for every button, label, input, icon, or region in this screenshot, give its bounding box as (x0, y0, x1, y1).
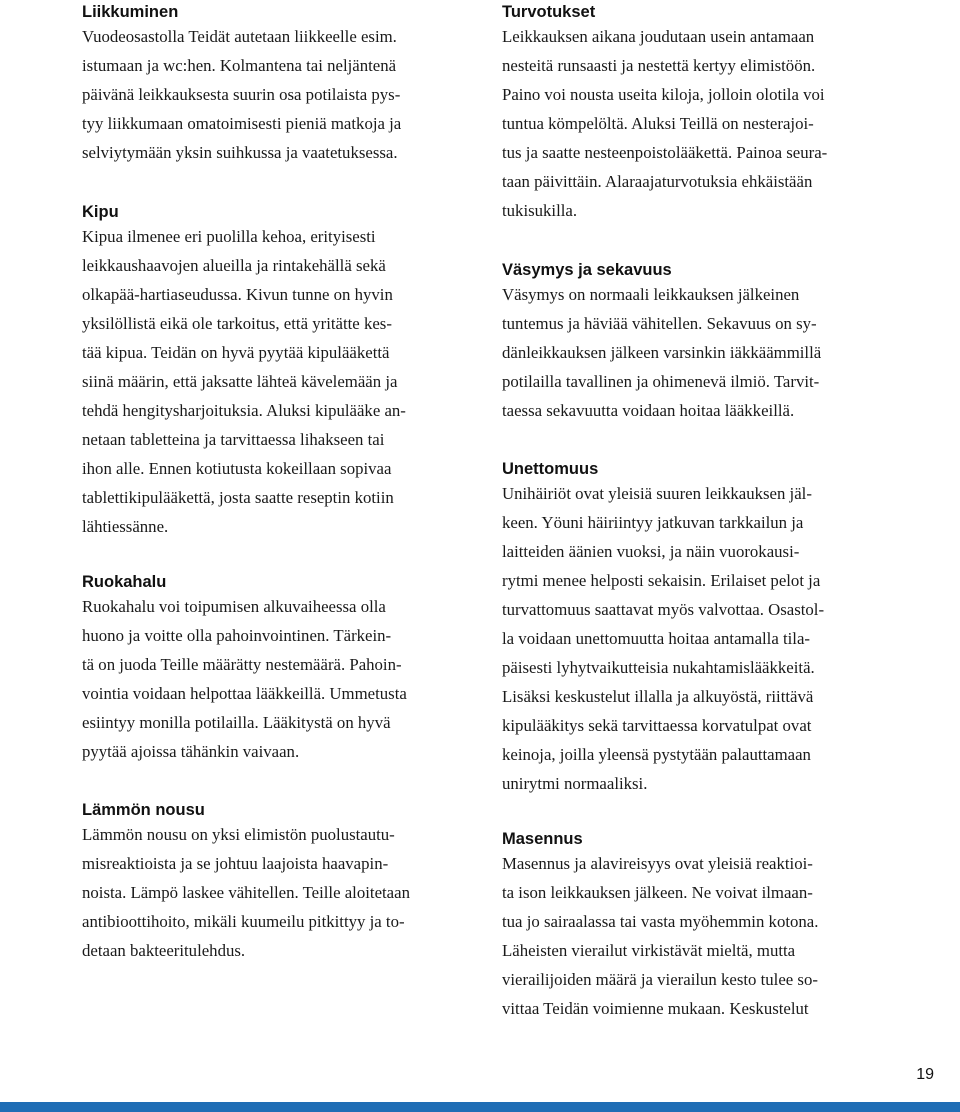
text-line: Lämmön nousu on yksi elimistön puolustautu- (82, 825, 395, 844)
text-line: tua jo sairaalassa tai vasta myöhemmin kotona. (502, 912, 819, 931)
section-heading: Turvotukset (502, 3, 596, 21)
text-line: siinä määrin, että jaksatte lähteä kävelemään ja (82, 372, 398, 391)
text-line: Unihäiriöt ovat yleisiä suuren leikkauksen jäl- (502, 484, 812, 503)
text-line: nesteitä runsaasti ja nestettä kertyy elimistöön. (502, 56, 816, 75)
section-heading: Väsymys ja sekavuus (502, 261, 672, 279)
page-number: 19 (916, 1066, 934, 1083)
text-line: tuntemus ja häviää vähitellen. Sekavuus on sy- (502, 314, 817, 333)
text-line: noista. Lämpö laskee vähitellen. Teille aloitetaan (82, 883, 410, 902)
text-line: vittaa Teidän voimienne mukaan. Keskustelut (502, 999, 809, 1018)
text-line: istumaan ja wc:hen. Kolmantena tai neljäntenä (82, 56, 397, 75)
text-line: Ruokahalu voi toipumisen alkuvaiheessa olla (82, 597, 386, 616)
section-body (502, 479, 882, 798)
text-line: tus ja saatte nesteenpoistolääkettä. Painoa seura- (502, 143, 828, 162)
text-line: potilailla tavallinen ja ohimenevä ilmiö. Tarvit- (502, 372, 820, 391)
section-heading: Lämmön nousu (82, 801, 205, 819)
text-line: misreaktioista ja se johtuu laajoista haavapin- (82, 854, 389, 873)
text-line: taessa sekavuutta voidaan hoitaa lääkkeillä. (502, 401, 795, 420)
text-line: tää kipua. Teidän on hyvä pyytää kipulääkettä (82, 343, 390, 362)
text-line: antibioottihoito, mikäli kuumeilu pitkittyy ja to- (82, 912, 405, 931)
section-unettomuus (502, 457, 882, 798)
text-line: ta ison leikkauksen jälkeen. Ne voivat ilmaan- (502, 883, 813, 902)
section-heading: Masennus (502, 830, 583, 848)
text-line: tukisukilla. (502, 201, 578, 220)
section-turvotukset (502, 0, 882, 225)
section-body (82, 222, 462, 541)
text-line: esiintyy monilla potilailla. Lääkitystä on hyvä (82, 713, 391, 732)
text-line: tehdä hengitysharjoituksia. Aluksi kipulääke an- (82, 401, 406, 420)
section-body (502, 280, 882, 425)
text-line: päisesti lyhytvaikutteisia nukahtamislääkkeitä. (502, 658, 815, 677)
text-line: unirytmi normaaliksi. (502, 774, 648, 793)
text-line: vierailijoiden määrä ja vierailun kesto tulee so- (502, 970, 818, 989)
text-line: Kipua ilmenee eri puolilla kehoa, erityisesti (82, 227, 376, 246)
text-line: tuntua kömpelöltä. Aluksi Teillä on nesterajoi- (502, 114, 814, 133)
section-kipu (82, 200, 462, 541)
text-line: turvattomuus saattavat myös valvottaa. Osastol- (502, 600, 825, 619)
text-line: Paino voi nousta useita kiloja, jolloin olotila voi (502, 85, 825, 104)
footer-bar (0, 1102, 960, 1112)
section-heading: Kipu (82, 203, 119, 221)
text-line: yksilöllistä eikä ole tarkoitus, että yritätte kes- (82, 314, 392, 333)
section-ruokahalu (82, 570, 462, 766)
text-line: huono ja voitte olla pahoinvointinen. Tärkein- (82, 626, 392, 645)
text-line: tä on juoda Teille määrätty nestemäärä. Pahoin- (82, 655, 402, 674)
text-line: olkapää-hartiaseudussa. Kivun tunne on hyvin (82, 285, 393, 304)
text-line: tablettikipulääkettä, josta saatte reseptin kotiin (82, 488, 394, 507)
section-body (82, 22, 462, 167)
text-line: selviytymään yksin suihkussa ja vaatetuksessa. (82, 143, 398, 162)
text-line: leikkaushaavojen alueilla ja rintakehällä sekä (82, 256, 386, 275)
section-heading: Unettomuus (502, 460, 599, 478)
text-line: taan päivittäin. Alaraajaturvotuksia ehkäistään (502, 172, 813, 191)
text-line: keinoja, joilla yleensä pystytään palauttamaan (502, 745, 811, 764)
text-line: päivänä leikkauksesta suurin osa potilaista pys- (82, 85, 401, 104)
section-body (502, 849, 882, 1023)
text-line: Läheisten vierailut virkistävät mieltä, mutta (502, 941, 796, 960)
text-line: laitteiden äänien vuoksi, ja näin vuorokausi- (502, 542, 800, 561)
text-line: lähtiessänne. (82, 517, 169, 536)
text-line: Väsymys on normaali leikkauksen jälkeinen (502, 285, 800, 304)
text-line: vointia voidaan helpottaa lääkkeillä. Ummetusta (82, 684, 407, 703)
text-line: Vuodeosastolla Teidät autetaan liikkeelle esim. (82, 27, 397, 46)
text-line: Leikkauksen aikana joudutaan usein antamaan (502, 27, 815, 46)
text-line: keen. Yöuni häiriintyy jatkuvan tarkkailun ja (502, 513, 804, 532)
section-lammon-nousu (82, 798, 462, 965)
text-line: detaan bakteeritulehdus. (82, 941, 246, 960)
text-line: rytmi menee helposti sekaisin. Erilaiset pelot ja (502, 571, 821, 590)
text-line: kipulääkitys sekä tarvittaessa korvatulpat ovat (502, 716, 812, 735)
text-line: Lisäksi keskustelut illalla ja alkuyöstä, riittävä (502, 687, 814, 706)
section-heading: Ruokahalu (82, 573, 167, 591)
text-line: netaan tabletteina ja tarvittaessa lihakseen tai (82, 430, 385, 449)
section-heading: Liikkuminen (82, 3, 179, 21)
text-line: la voidaan unettomuutta hoitaa antamalla tila- (502, 629, 811, 648)
section-vasymys-ja-sekavuus (502, 258, 882, 425)
text-line: pyytää ajoissa tähänkin vaivaan. (82, 742, 300, 761)
section-masennus (502, 827, 882, 1023)
section-body (502, 22, 882, 225)
text-line: tyy liikkumaan omatoimisesti pieniä matkoja ja (82, 114, 402, 133)
section-body (82, 820, 462, 965)
section-liikkuminen (82, 0, 462, 167)
text-line: Masennus ja alavireisyys ovat yleisiä reaktioi- (502, 854, 813, 873)
text-line: ihon alle. Ennen kotiutusta kokeillaan sopivaa (82, 459, 392, 478)
text-line: dänleikkauksen jälkeen varsinkin iäkkäämmillä (502, 343, 822, 362)
section-body (82, 592, 462, 766)
